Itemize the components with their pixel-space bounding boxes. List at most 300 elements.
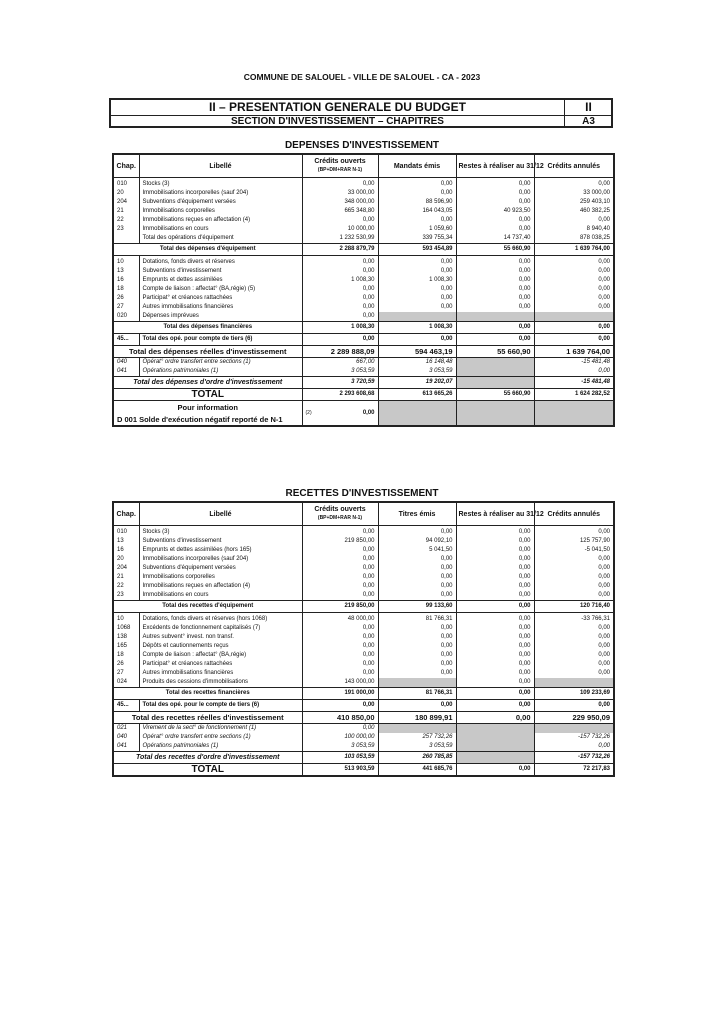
row-label: Opérations patrimoniales (1) — [139, 367, 302, 377]
grand-total-row — [113, 389, 614, 401]
row-label: Opérat° ordre transfert entre sections (1) — [139, 733, 302, 742]
chapter-code: 21 — [113, 573, 139, 582]
table-row — [113, 573, 614, 582]
amount-cell: 0,00 — [456, 601, 534, 613]
row-label: Autres subvent° invest. non transf. — [139, 633, 302, 642]
total-label: TOTAL — [113, 764, 302, 777]
row-label: Stocks (3) — [139, 526, 302, 538]
chapter-code: 041 — [113, 367, 139, 377]
row-label: Stocks (3) — [139, 178, 302, 190]
amount-cell: 0,00 — [378, 303, 456, 312]
amount-cell: 0,00 — [302, 669, 378, 678]
amount-cell: 3 720,59 — [302, 377, 378, 389]
chapter-code: 26 — [113, 660, 139, 669]
amount-cell: 0,00 — [302, 526, 378, 538]
amount-cell: 1 232 530,99 — [302, 234, 378, 244]
amount-cell: 0,00 — [534, 322, 614, 334]
col-mandats: Mandats émis — [378, 154, 456, 178]
amount-cell: 0,00 — [534, 633, 614, 642]
amount-cell: 1 639 764,00 — [534, 346, 614, 358]
amount-cell: 33 000,00 — [534, 189, 614, 198]
amount-cell: 0,00 — [378, 256, 456, 268]
amount-cell: -33 766,31 — [534, 613, 614, 625]
amount-cell: 1 008,30 — [302, 276, 378, 285]
amount-cell: 0,00 — [378, 189, 456, 198]
amount-cell: 0,00 — [302, 267, 378, 276]
amount-cell: 0,00 — [456, 764, 534, 777]
table-row — [113, 285, 614, 294]
amount-cell: 0,00 — [456, 178, 534, 190]
amount-cell: 0,00 — [302, 633, 378, 642]
amount-cell: 0,00 — [378, 669, 456, 678]
amount-cell: -157 732,26 — [534, 733, 614, 742]
info-row — [113, 401, 614, 414]
amount-cell: 0,00 — [534, 573, 614, 582]
table-row — [113, 303, 614, 312]
chapter-code: 138 — [113, 633, 139, 642]
total-row — [113, 322, 614, 334]
total-label: Total des dépenses financières — [113, 322, 302, 334]
row-label: Immobilisations incorporelles (sauf 204) — [139, 189, 302, 198]
total-label: Total des recettes réelles d'investissement — [113, 712, 302, 724]
amount-cell: 0,00 — [302, 178, 378, 190]
amount-cell: 1 008,30 — [378, 276, 456, 285]
amount-cell: 19 202,07 — [378, 377, 456, 389]
amount-cell: 3 053,59 — [378, 742, 456, 752]
amount-cell: 0,00 — [302, 312, 378, 322]
section-header-box — [109, 98, 613, 128]
table-row — [113, 526, 614, 538]
amount-cell: 0,00 — [302, 642, 378, 651]
amount-cell: 0,00 — [534, 267, 614, 276]
amount-cell: 0,00 — [302, 256, 378, 268]
amount-cell: 0,00 — [534, 642, 614, 651]
amount-cell: 3 053,59 — [378, 367, 456, 377]
total-label: Total des dépenses réelles d'investissement — [113, 346, 302, 358]
amount-cell: 0,00 — [456, 642, 534, 651]
row-label: Subventions d'investissement — [139, 267, 302, 276]
header-code: II — [564, 100, 612, 115]
amount-cell: 0,00 — [534, 742, 614, 752]
row-label: Participat° et créances rattachées — [139, 294, 302, 303]
amount-cell: 0,00 — [456, 334, 534, 346]
amount-cell: 0,00 — [456, 526, 534, 538]
row-label: Subventions d'équipement versées — [139, 564, 302, 573]
chapter-code: 21 — [113, 207, 139, 216]
col-titres: Titres émis — [378, 502, 456, 526]
amount-cell: 0,00 — [378, 582, 456, 591]
amount-cell: 348 000,00 — [302, 198, 378, 207]
table-row — [113, 294, 614, 303]
col-credits-ouverts: Crédits ouverts (BP+DM+RAR N-1) — [302, 502, 378, 526]
amount-cell: 0,00 — [378, 216, 456, 225]
total-label: Total des dépenses d'équipement — [113, 244, 302, 256]
chapter-code: 165 — [113, 642, 139, 651]
row-label: Dotations, fonds divers et réserves — [139, 256, 302, 268]
amount-cell: 257 732,26 — [378, 733, 456, 742]
amount-cell — [456, 752, 534, 764]
table-row — [113, 742, 614, 752]
amount-cell: 125 757,90 — [534, 537, 614, 546]
row-label: Emprunts et dettes assimilées (hors 165) — [139, 546, 302, 555]
col-libelle: Libellé — [139, 502, 302, 526]
row-label: Autres immobilisations financières — [139, 669, 302, 678]
amount-cell — [456, 367, 534, 377]
table-row — [113, 198, 614, 207]
amount-cell: 0,00 — [534, 669, 614, 678]
amount-cell: 0,00 — [378, 285, 456, 294]
table-header-row — [113, 502, 614, 526]
amount-cell: 0,00 — [302, 546, 378, 555]
amount-cell: 613 665,26 — [378, 389, 456, 401]
row-label: Subventions d'investissement — [139, 537, 302, 546]
amount-cell: 229 950,09 — [534, 712, 614, 724]
chapter-code: 021 — [113, 724, 139, 734]
amount-cell: 5 041,50 — [378, 546, 456, 555]
gray-cell — [378, 401, 456, 427]
chapter-code: 010 — [113, 526, 139, 538]
amount-cell: 48 000,00 — [302, 613, 378, 625]
row-label: Opérations patrimoniales (1) — [139, 742, 302, 752]
chapter-code: 13 — [113, 267, 139, 276]
amount-cell: 1 639 764,00 — [534, 244, 614, 256]
amount-cell: 0,00 — [456, 573, 534, 582]
total-label: TOTAL — [113, 389, 302, 401]
amount-cell: 0,00 — [456, 285, 534, 294]
grand-total-row — [113, 764, 614, 777]
amount-cell: 0,00 — [534, 582, 614, 591]
chapter-code: 22 — [113, 582, 139, 591]
chapter-code: 10 — [113, 256, 139, 268]
amount-cell: 0,00 — [534, 178, 614, 190]
total-label: Total des recettes d'équipement — [113, 601, 302, 613]
amount-cell: 0,00 — [378, 700, 456, 712]
amount-cell: 0,00 — [534, 303, 614, 312]
amount-cell: 40 923,50 — [456, 207, 534, 216]
amount-cell: 0,00 — [456, 564, 534, 573]
amount-cell: 1 624 282,52 — [534, 389, 614, 401]
table-row — [113, 564, 614, 573]
amount-cell — [378, 724, 456, 734]
chapter-code: 020 — [113, 312, 139, 322]
table-row — [113, 276, 614, 285]
amount-cell: 593 454,89 — [378, 244, 456, 256]
table-row — [113, 234, 614, 244]
amount-cell: 0,00 — [456, 582, 534, 591]
amount-cell — [456, 742, 534, 752]
amount-cell: 441 685,76 — [378, 764, 456, 777]
amount-cell: 0,00 — [534, 660, 614, 669]
table-row — [113, 555, 614, 564]
amount-cell: 0,00 — [302, 651, 378, 660]
table-row — [113, 178, 614, 190]
chapter-code: 45... — [113, 700, 139, 712]
amount-cell: 0,00 — [534, 624, 614, 633]
amount-cell: 0,00 — [456, 256, 534, 268]
amount-cell: 0,00 — [302, 303, 378, 312]
chapter-code: 16 — [113, 546, 139, 555]
amount-cell: 460 382,25 — [534, 207, 614, 216]
amount-cell: 14 737,40 — [456, 234, 534, 244]
amount-cell: 0,00 — [378, 624, 456, 633]
table-row — [113, 624, 614, 633]
amount-cell: 0,00 — [456, 624, 534, 633]
document-title: COMMUNE DE SALOUEL - VILLE DE SALOUEL - CA - 2023 — [243, 72, 481, 82]
amount-cell: 0,00 — [534, 216, 614, 225]
amount-cell: 0,00 — [534, 256, 614, 268]
amount-cell: 3 053,59 — [302, 367, 378, 377]
row-label: Dépenses imprévues — [139, 312, 302, 322]
row-label: Immobilisations reçues en affectation (4) — [139, 216, 302, 225]
total-label: Total des recettes financières — [113, 688, 302, 700]
chapter-code: 040 — [113, 733, 139, 742]
amount-cell: 3 053,59 — [302, 742, 378, 752]
amount-cell: 55 660,90 — [456, 244, 534, 256]
amount-cell: 0,00 — [456, 669, 534, 678]
chapter-code: 45... — [113, 334, 139, 346]
total-row — [113, 752, 614, 764]
gray-cell — [456, 401, 534, 427]
table-row — [113, 733, 614, 742]
table-row — [113, 537, 614, 546]
total-label: Total des dépenses d'ordre d'investissement — [113, 377, 302, 389]
amount-cell: 410 850,00 — [302, 712, 378, 724]
table-header-row — [113, 154, 614, 178]
amount-cell: 0,00 — [302, 591, 378, 601]
col-libelle: Libellé — [139, 154, 302, 178]
row-label: Total des opé. pour le compte de tiers (6) — [139, 700, 302, 712]
amount-cell: 0,00 — [456, 267, 534, 276]
amount-cell: 219 850,00 — [302, 601, 378, 613]
amount-cell: 0,00 — [456, 591, 534, 601]
amount-cell: 0,00 — [534, 285, 614, 294]
amount-cell: 0,00 — [302, 285, 378, 294]
amount-cell: 0,00 — [534, 651, 614, 660]
amount-cell: 0,00 — [456, 678, 534, 688]
table-row — [113, 642, 614, 651]
chapter-code: 13 — [113, 537, 139, 546]
row-label: Immobilisations incorporelles (sauf 204) — [139, 555, 302, 564]
amount-cell: 0,00 — [302, 700, 378, 712]
table-row — [113, 312, 614, 322]
row-label: Subventions d'équipement versées — [139, 198, 302, 207]
chapter-code: 18 — [113, 651, 139, 660]
col-annules: Crédits annulés — [534, 502, 614, 526]
info-note: (2) — [305, 409, 312, 416]
chapter-code: 27 — [113, 303, 139, 312]
amount-cell: 0,00 — [456, 712, 534, 724]
row-label: Compte de liaison : affectat° (BA,régie) — [139, 651, 302, 660]
amount-cell: 0,00 — [534, 591, 614, 601]
col-credits-ouverts: Crédits ouverts (BP+DM+RAR N-1) — [302, 154, 378, 178]
table-row — [113, 225, 614, 234]
amount-cell: 0,00 — [456, 276, 534, 285]
amount-cell: 0,00 — [534, 276, 614, 285]
amount-cell: 0,00 — [534, 700, 614, 712]
row-label: Participat° et créances rattachées — [139, 660, 302, 669]
table-row — [113, 669, 614, 678]
amount-cell — [456, 733, 534, 742]
amount-cell: 81 766,31 — [378, 613, 456, 625]
amount-cell: 0,00 — [456, 700, 534, 712]
depenses-title: DEPENSES D'INVESTISSEMENT — [284, 140, 440, 151]
amount-cell: 8 940,40 — [534, 225, 614, 234]
header-subtitle: SECTION D'INVESTISSEMENT – CHAPITRES — [231, 116, 444, 127]
amount-cell: 55 660,90 — [456, 346, 534, 358]
amount-cell: 103 053,59 — [302, 752, 378, 764]
amount-cell — [534, 678, 614, 688]
total-row — [113, 244, 614, 256]
amount-cell: 0,00 — [302, 660, 378, 669]
chapter-code: 27 — [113, 669, 139, 678]
amount-cell: 0,00 — [456, 198, 534, 207]
amount-cell: 0,00 — [378, 526, 456, 538]
amount-cell: 0,00 — [456, 294, 534, 303]
amount-cell: 0,00 — [456, 651, 534, 660]
amount-cell: 0,00 — [456, 546, 534, 555]
amount-cell: 0,00 — [302, 573, 378, 582]
chapter-code: 204 — [113, 198, 139, 207]
table-row — [113, 660, 614, 669]
amount-cell: 0,00 — [456, 216, 534, 225]
amount-cell — [534, 724, 614, 734]
amount-cell: 99 133,60 — [378, 601, 456, 613]
amount-cell: 339 755,34 — [378, 234, 456, 244]
amount-cell: 1 008,30 — [302, 322, 378, 334]
amount-cell — [456, 724, 534, 734]
tiers-row — [113, 334, 614, 346]
amount-cell: 0,00 — [456, 303, 534, 312]
amount-cell: 0,00 — [378, 334, 456, 346]
table-row — [113, 256, 614, 268]
amount-cell: 0,00 — [302, 334, 378, 346]
col-chap: Chap. — [113, 502, 139, 526]
chapter-code: 23 — [113, 225, 139, 234]
table-row — [113, 189, 614, 198]
chapter-code: 1068 — [113, 624, 139, 633]
amount-cell: 259 403,10 — [534, 198, 614, 207]
chapter-code — [113, 234, 139, 244]
amount-cell: 0,00 — [534, 334, 614, 346]
row-label: Opérat° ordre transfert entre sections (1) — [139, 358, 302, 368]
chapter-code: 10 — [113, 613, 139, 625]
amount-cell: 0,00 — [456, 225, 534, 234]
amount-cell: 0,00 — [456, 660, 534, 669]
amount-cell: 0,00 — [534, 564, 614, 573]
amount-cell: 55 660,90 — [456, 389, 534, 401]
chapter-code: 16 — [113, 276, 139, 285]
amount-cell: 143 000,00 — [302, 678, 378, 688]
row-label: Autres immobilisations financières — [139, 303, 302, 312]
total-row — [113, 377, 614, 389]
total-row — [113, 688, 614, 700]
amount-cell: 0,00 — [378, 642, 456, 651]
chapter-code: 040 — [113, 358, 139, 368]
amount-cell: 0,00 — [378, 651, 456, 660]
amount-cell: 0,00 — [378, 267, 456, 276]
amount-cell: 109 233,69 — [534, 688, 614, 700]
amount-cell — [456, 358, 534, 368]
row-label: Immobilisations en cours — [139, 225, 302, 234]
amount-cell: 10 000,00 — [302, 225, 378, 234]
recettes-table — [112, 501, 615, 777]
col-restes: Restes à réaliser au 31/12 — [456, 502, 534, 526]
info-label: Pour information — [113, 401, 302, 414]
amount-cell: 180 899,91 — [378, 712, 456, 724]
row-label: Dépôts et cautionnements reçus — [139, 642, 302, 651]
row-label: Dotations, fonds divers et réserves (hors 1068) — [139, 613, 302, 625]
table-row — [113, 367, 614, 377]
amount-cell: 667,00 — [302, 358, 378, 368]
table-row — [113, 358, 614, 368]
amount-cell: 1 059,60 — [378, 225, 456, 234]
amount-cell — [456, 312, 534, 322]
amount-cell: 0,00 — [456, 322, 534, 334]
row-label: Compte de liaison : affectat° (BA,régie) (5) — [139, 285, 302, 294]
amount-cell: 100 000,00 — [302, 733, 378, 742]
row-label: Produits des cessions d'immobilisations — [139, 678, 302, 688]
chapter-code: 23 — [113, 591, 139, 601]
amount-cell: 594 463,19 — [378, 346, 456, 358]
recettes-title: RECETTES D'INVESTISSEMENT — [285, 488, 439, 499]
amount-cell: 120 716,40 — [534, 601, 614, 613]
table-row — [113, 582, 614, 591]
amount-cell: 72 217,83 — [534, 764, 614, 777]
tiers-row — [113, 700, 614, 712]
info-label: D 001 Solde d'exécution négatif reporté de N-1 — [113, 413, 302, 426]
amount-cell: 219 850,00 — [302, 537, 378, 546]
total-row — [113, 601, 614, 613]
amount-cell: 0,00 — [302, 564, 378, 573]
gray-cell — [534, 401, 614, 427]
amount-cell: 0,00 — [302, 724, 378, 734]
chapter-code: 26 — [113, 294, 139, 303]
amount-cell — [378, 678, 456, 688]
amount-cell: 0,00 — [456, 688, 534, 700]
amount-cell: 2 289 888,09 — [302, 346, 378, 358]
amount-cell: 0,00 — [378, 555, 456, 564]
amount-cell: 94 092,10 — [378, 537, 456, 546]
amount-cell: 0,00 — [456, 613, 534, 625]
amount-cell: 0,00 — [378, 564, 456, 573]
depenses-table — [112, 153, 615, 427]
amount-cell: 0,00 — [534, 367, 614, 377]
amount-cell: 0,00 — [456, 555, 534, 564]
amount-cell: 164 043,05 — [378, 207, 456, 216]
row-label: Immobilisations en cours — [139, 591, 302, 601]
amount-cell: 33 000,00 — [302, 189, 378, 198]
amount-cell — [534, 312, 614, 322]
table-row — [113, 267, 614, 276]
amount-cell: 0,00 — [378, 660, 456, 669]
amount-cell: 0,00 — [302, 555, 378, 564]
amount-cell: 0,00 — [378, 294, 456, 303]
total-row — [113, 712, 614, 724]
amount-cell: -15 481,48 — [534, 358, 614, 368]
amount-cell: 16 148,48 — [378, 358, 456, 368]
table-row — [113, 546, 614, 555]
amount-cell: 2 293 608,68 — [302, 389, 378, 401]
table-row — [113, 678, 614, 688]
amount-cell: 88 596,90 — [378, 198, 456, 207]
amount-cell: 0,00 — [302, 582, 378, 591]
amount-cell: 0,00 — [534, 294, 614, 303]
amount-cell: -5 041,50 — [534, 546, 614, 555]
row-label: Immobilisations reçues en affectation (4) — [139, 582, 302, 591]
chapter-code: 041 — [113, 742, 139, 752]
row-label: Excédents de fonctionnement capitalisés (7) — [139, 624, 302, 633]
amount-cell — [456, 377, 534, 389]
